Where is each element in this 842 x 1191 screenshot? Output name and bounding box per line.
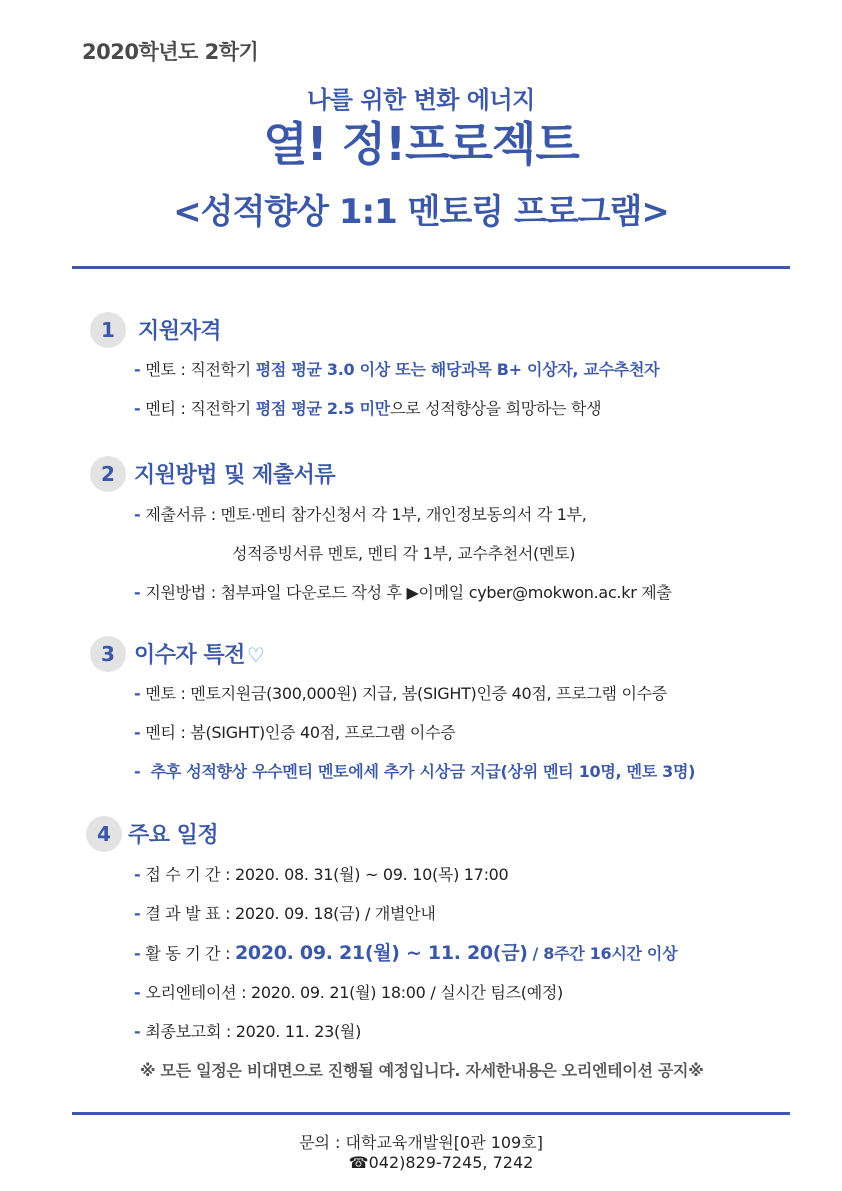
bullet-dash: -	[134, 360, 141, 379]
bullet-dash: -	[134, 505, 141, 524]
poster-subtitle: 나를 위한 변화 에너지	[307, 86, 535, 114]
top-divider	[72, 266, 790, 269]
section-3-line-1: - 멘토 : 멘토지원금(300,000원) 지급, 봄(SIGHT)인증 40점, 프로그램 이수증	[134, 684, 667, 703]
contact-label: 문의 : 대학교육개발원[0관 109호]	[299, 1133, 543, 1152]
schedule-final-report: - 최종보고회 : 2020. 11. 23(월)	[134, 1022, 362, 1041]
section-2-line-1: - 제출서류 : 멘토·멘티 참가신청서 각 1부, 개인정보동의서 각 1부,	[134, 505, 587, 524]
bullet-dash: -	[134, 762, 141, 781]
poster-title: 열! 정!프로젝트	[263, 117, 579, 171]
bullet-dash: -	[134, 684, 141, 703]
section-3-line-3: - 추후 성적향상 우수멘티 멘토에세 추가 시상금 지급(상위 멘티 10명, 멘토 3명)	[134, 762, 696, 781]
schedule-note: ※ 모든 일정은 비대면으로 진행될 예정입니다. 자세한내용은 오리엔테이션 공지※	[140, 1061, 704, 1080]
section-1-number-badge: 1	[90, 312, 126, 348]
section-1-title: 지원자격	[138, 319, 222, 344]
bullet-dash: -	[134, 983, 141, 1002]
contact-phone: ☎042)829-7245, 7242	[348, 1153, 534, 1172]
mentee-qualification: 평점 평균 2.5 미만	[255, 399, 390, 418]
bullet-dash: -	[134, 944, 141, 963]
section-4-number-badge: 4	[86, 816, 122, 852]
section-1-line-2: - 멘티 : 직전학기 평점 평균 2.5 미만으로 성적향상을 희망하는 학생	[134, 399, 602, 418]
section-2-title: 지원방법 및 제출서류	[134, 463, 336, 488]
schedule-activity-period: - 활 동 기 간 : 2020. 09. 21(월) ~ 11. 20(금) / 8주간 16시간 이상	[134, 942, 678, 964]
heart-icon: ♡	[246, 643, 265, 667]
schedule-result-announcement: - 결 과 발 표 : 2020. 09. 18(금) / 개별안내	[134, 904, 436, 923]
mentor-qualification: 평점 평균 3.0 이상 또는 해당과목 B+ 이상자, 교수추천자	[255, 360, 660, 379]
section-4-title: 주요 일정	[128, 823, 219, 848]
semester-label: 2020학년도 2학기	[82, 40, 259, 64]
bullet-dash: -	[134, 865, 141, 884]
section-2-line-2: 성적증빙서류 멘토, 멘티 각 1부, 교수추천서(멘토)	[232, 544, 576, 563]
section-3-number-badge: 3	[90, 636, 126, 672]
bullet-dash: -	[134, 1022, 141, 1041]
section-2-line-3: - 지원방법 : 첨부파일 다운로드 작성 후 ▶이메일 cyber@mokwon.ac.kr 제출	[134, 583, 672, 602]
bottom-divider	[72, 1112, 790, 1115]
bullet-dash: -	[134, 399, 141, 418]
program-name: <성적향상 1:1 멘토링 프로그램>	[173, 192, 669, 232]
bullet-dash: -	[134, 583, 141, 602]
section-3-line-2: - 멘티 : 봄(SIGHT)인증 40점, 프로그램 이수증	[134, 723, 456, 742]
schedule-orientation: - 오리엔테이션 : 2020. 09. 21(월) 18:00 / 실시간 팀즈(예정)	[134, 983, 563, 1002]
section-3-title: 이수자 특전 ♡	[134, 643, 265, 668]
section-1-line-1: - 멘토 : 직전학기 평점 평균 3.0 이상 또는 해당과목 B+ 이상자, 교수추천자	[134, 360, 660, 379]
activity-hours: / 8주간 16시간 이상	[532, 944, 678, 963]
bullet-dash: -	[134, 904, 141, 923]
section-2-number-badge: 2	[90, 456, 126, 492]
activity-dates: 2020. 09. 21(월) ~ 11. 20(금)	[235, 942, 528, 964]
bullet-dash: -	[134, 723, 141, 742]
schedule-application-period: - 접 수 기 간 : 2020. 08. 31(월) ~ 09. 10(목) 17:00	[134, 865, 509, 884]
